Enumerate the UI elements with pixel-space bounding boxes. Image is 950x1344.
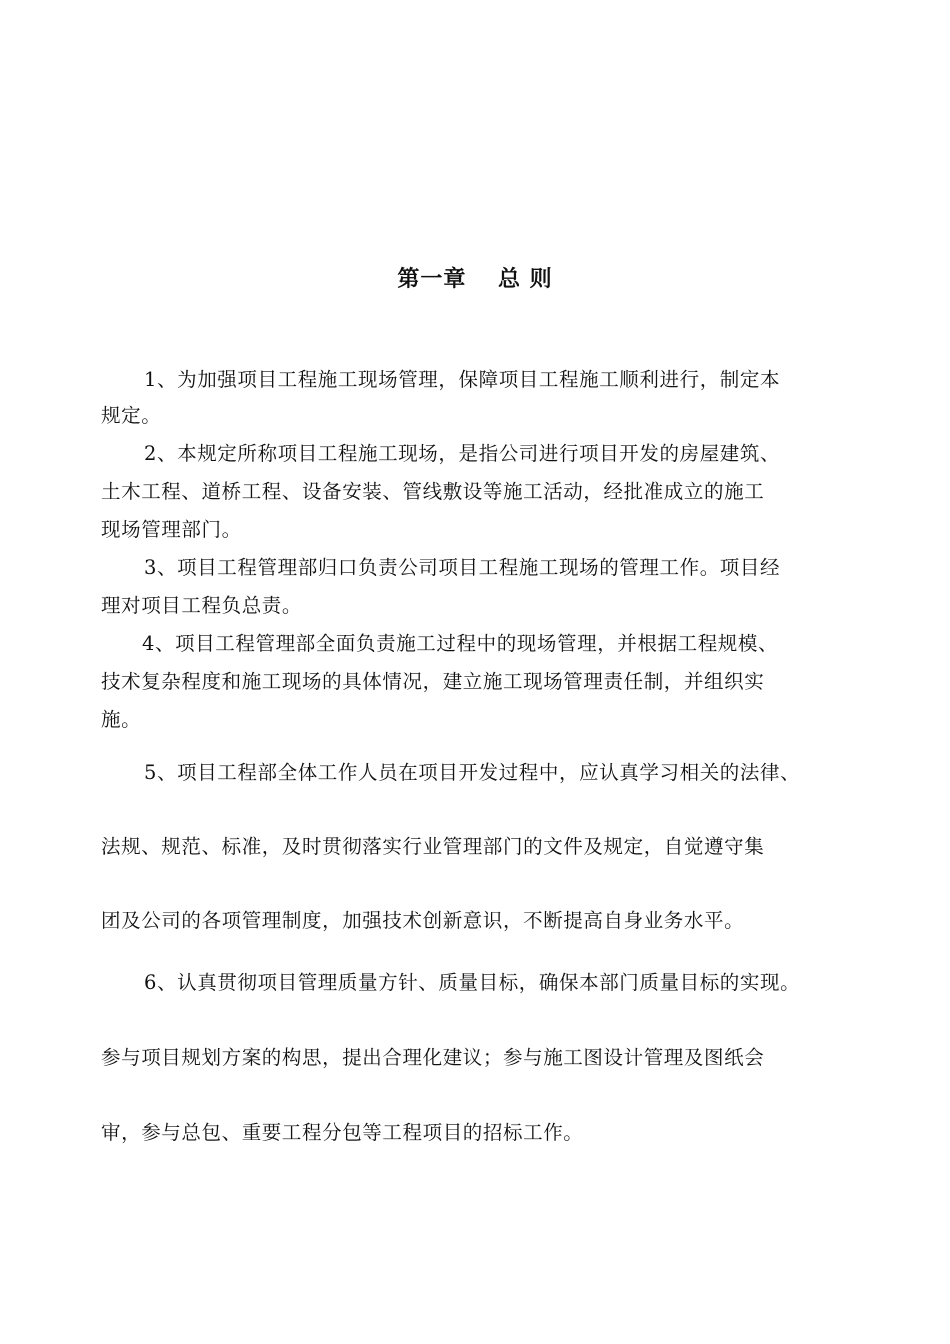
paragraph-1-line-2: 规定。 <box>101 404 162 427</box>
paragraph-2-line-2: 土木工程、道桥工程、设备安装、管线敷设等施工活动，经批准成立的施工 <box>101 480 765 503</box>
paragraph-4-line-2: 技术复杂程度和施工现场的具体情况，建立施工现场管理责任制，并组织实 <box>101 670 765 693</box>
paragraph-3-line-1: 3、项目工程管理部归口负责公司项目工程施工现场的管理工作。项目经 <box>144 556 781 579</box>
paragraph-6-line-1: 6、认真贯彻项目管理质量方针、质量目标，确保本部门质量目标的实现。 <box>144 971 801 994</box>
chapter-title: 第一章 总 则 <box>397 267 553 292</box>
paragraph-6-line-3: 审，参与总包、重要工程分包等工程项目的招标工作。 <box>101 1121 584 1144</box>
paragraph-4-line-1: 4、项目工程管理部全面负责施工过程中的现场管理，并根据工程规模、 <box>142 632 779 655</box>
paragraph-2-line-3: 现场管理部门。 <box>101 518 242 541</box>
paragraph-4-line-3: 施。 <box>101 708 142 731</box>
paragraph-1-line-1: 1、为加强项目工程施工现场管理，保障项目工程施工顺利进行，制定本 <box>144 368 781 391</box>
paragraph-3-line-2: 理对项目工程负总责。 <box>101 594 303 617</box>
paragraph-5-line-2: 法规、规范、标准，及时贯彻落实行业管理部门的文件及规定，自觉遵守集 <box>101 835 765 858</box>
paragraph-5-line-1: 5、项目工程部全体工作人员在项目开发过程中，应认真学习相关的法律、 <box>144 761 801 784</box>
paragraph-2-line-1: 2、本规定所称项目工程施工现场，是指公司进行项目开发的房屋建筑、 <box>144 442 781 465</box>
paragraph-6-line-2: 参与项目规划方案的构思，提出合理化建议；参与施工图设计管理及图纸会 <box>101 1046 765 1069</box>
paragraph-5-line-3: 团及公司的各项管理制度，加强技术创新意识，不断提高自身业务水平。 <box>101 909 745 932</box>
